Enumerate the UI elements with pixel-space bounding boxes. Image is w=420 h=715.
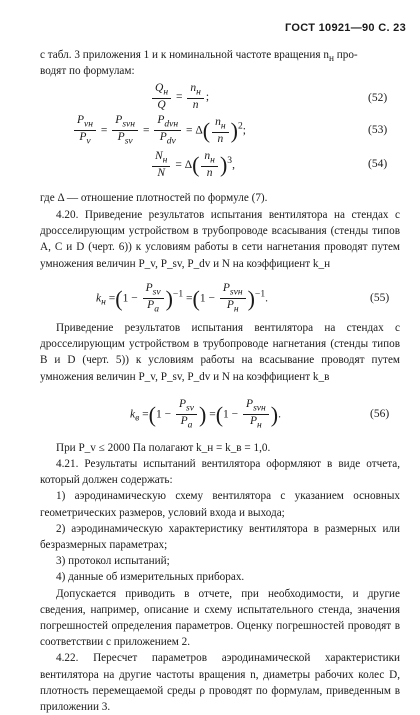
list-item: 2) аэродинамическую характеристику вентилятора в размерных или безразмерных параметрах; xyxy=(40,522,400,552)
equation-55: $k_н =(1$ − $\frac{P_{sv}}{P_a}$ )$^{-1}$ =(1 − $\frac{P_{svн}}{P_н}$ )$^{-1}$. xyxy=(96,282,268,315)
list-item: 4) данные об измерительных приборах. xyxy=(56,571,245,584)
intro-line-1: с табл. 3 приложения 1 и к номинальной частоте вращения $n_н$ про- xyxy=(40,49,358,65)
equation-number-52: (52) xyxy=(368,92,388,104)
equation-number-56: (56) xyxy=(370,408,390,420)
equation-number-54: (54) xyxy=(368,158,388,170)
paragraph-4-22: 4.22. Пересчет параметров аэродинамической характеристики вентилятора на другие частоты вращения n, диаметры рабочих колес D, плотность перемещаемой среды ρ проводят по формулам, приведенным в приложении 3. xyxy=(40,652,400,714)
page-header: ГОСТ 10921—90 С. 23 xyxy=(285,22,406,34)
list-item: 1) аэродинамическую схему вентилятора с указанием основных геометрических размеров, условий входа и выхода; xyxy=(40,490,400,519)
intro-line-2: водят по формулам: xyxy=(40,65,135,77)
paragraph-4-20-b: Приведение результатов испытания вентилятора на стендах с дросселирующим устройством в трубопроводе нагнетания (стенды типов B и D (черт. 5)) к условиям работы на всасывание проводят путем умножения величин P_v, P_sv, P_dv и N на коэффициент k_в xyxy=(40,322,400,383)
equation-56: $k_в =(1$ − $\frac{P_{sv}}{P_a}$ ) =(1 − $\frac{P_{svн}}{P_н}$ ). xyxy=(130,398,281,431)
list-item: 3) протокол испытаний; xyxy=(56,555,170,568)
fraction: $\frac{Q_н}{Q}$ xyxy=(152,82,171,112)
paragraph-4-21: 4.21. Результаты испытаний вентилятора оформляют в виде отчета, который должен содержать: 1) аэродинамическую схему вентилятора с указанием основных геометрических размеров, условий входа и выхода; 2) аэродинамическую характеристику вентилятора в размерных или безразмерных параметрах; 3) протокол испытаний; 4) данные об измерительных приборах. Допускается приводить в отчете, при необходимости, и другие сведения, например, описание и схему испытательного стенда, значения погрешностей определения параметров. Оценку погрешностей проводят в соответствии с приложением 2. 4.22. Пересчет параметров аэродинамической характеристики вентилятора на другие частоты вращения n, диаметры рабочих колес D, плотность перемещаемой среды ρ проводят по формулам, приведенным в приложении 3. xyxy=(40,456,400,715)
fraction: $\frac{n_н}{n}$ xyxy=(187,82,204,112)
paragraph-4-20: 4.20. Приведение результатов испытания вентилятора на стендах с дросселирующим устройством в трубопроводе всасывания (стенды типов A, С и D (черт. 6)) к условиям работы в сети нагнетания проводят путем умножения величин P_v, P_sv, P_dv и N на коэффициент k_н xyxy=(40,209,400,270)
equation-number-53: (53) xyxy=(368,124,388,136)
note-line: При P_v ≤ 2000 Па полагают k_н = k_в = 1,0. xyxy=(56,442,271,454)
equation-54: $\frac{N_н}{N}$ = Δ( $\frac{n_н}{n}$ )$^3$, xyxy=(150,150,235,180)
equation-52: $\frac{Q_н}{Q}$ = $\frac{n_н}{n}$ ; xyxy=(150,82,209,112)
equation-number-55: (55) xyxy=(370,292,390,304)
where-text: где Δ — отношение плотностей по формуле (7). xyxy=(40,192,268,204)
equation-53: $\frac{P_{vн}}{P_v}$ = $\frac{P_{svн}}{P_{sv}}$ = $\frac{P_{dvн}}{P_{dv}}$ = Δ( $\frac{n_н}{n}$ )$^2$; xyxy=(72,114,246,148)
